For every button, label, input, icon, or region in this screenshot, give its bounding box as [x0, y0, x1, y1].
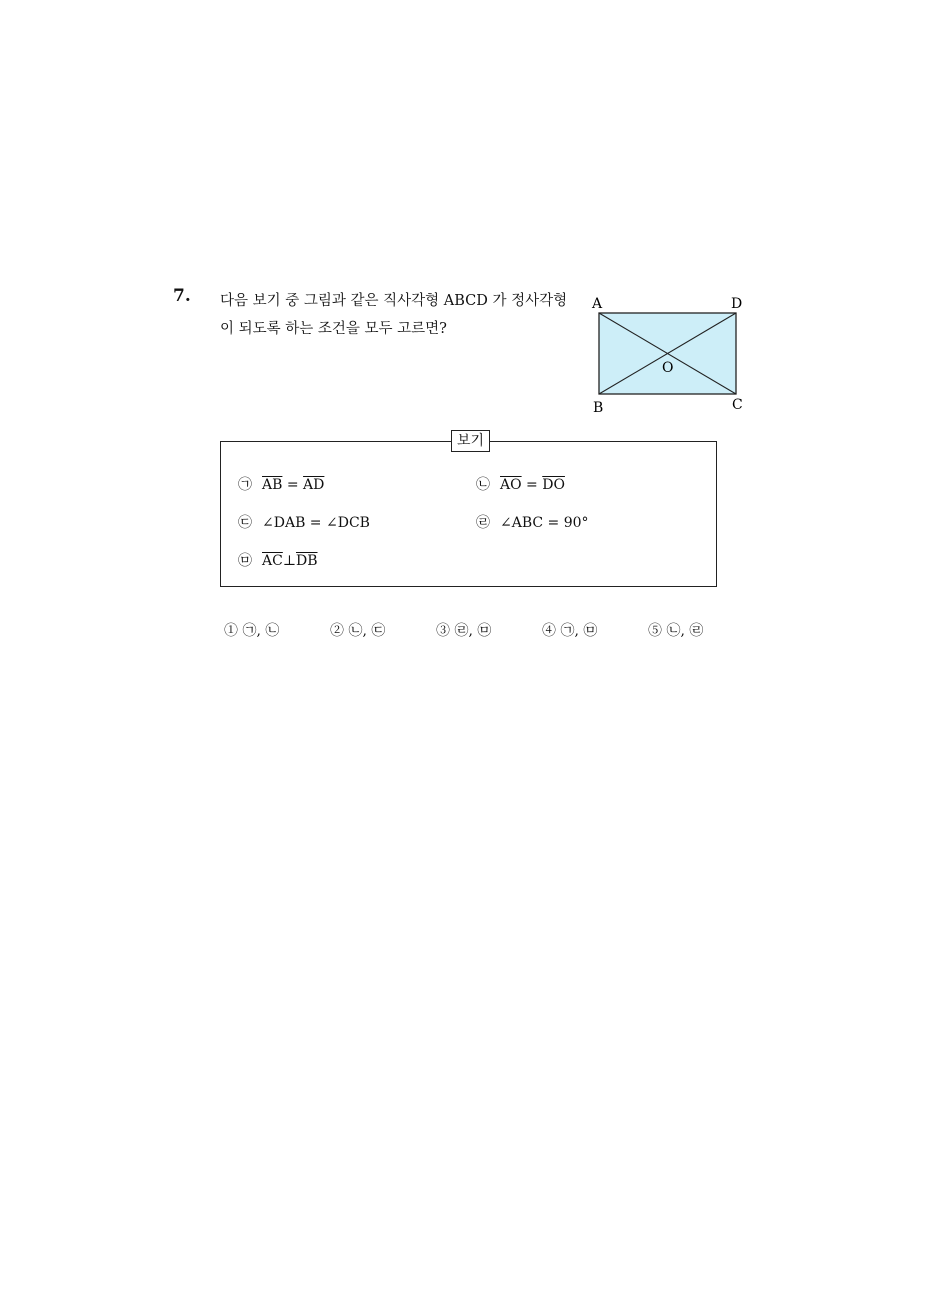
segment-label: $\overline{AD}$ — [303, 477, 325, 493]
segment-label: $\overline{DO}$ — [542, 477, 565, 493]
choice-4[interactable]: ④ ㉠, ㉤ — [542, 623, 598, 639]
choice-3[interactable]: ③ ㉣, ㉤ — [436, 623, 492, 639]
rectangle-figure — [586, 293, 756, 423]
item-marker: ㉤ — [238, 553, 252, 569]
choice-2[interactable]: ② ㉡, ㉢ — [330, 623, 386, 639]
bogi-item-3 — [238, 514, 370, 532]
vertex-label-d: D — [731, 296, 743, 312]
operator: = — [282, 477, 304, 493]
question-number: 7. — [173, 286, 191, 306]
vertex-label-a: A — [592, 296, 603, 312]
choice-5[interactable]: ⑤ ㉡, ㉣ — [648, 623, 704, 639]
bogi-box — [220, 433, 717, 587]
choice-1[interactable]: ① ㉠, ㉡ — [224, 623, 280, 639]
item-marker: ㉣ — [476, 515, 490, 531]
bogi-item-1 — [238, 476, 324, 494]
operator: = — [521, 477, 543, 493]
vertex-label-c: C — [732, 397, 743, 413]
bogi-item-4 — [476, 514, 589, 532]
bogi-item-5 — [238, 552, 318, 570]
item-marker: ㉢ — [238, 515, 252, 531]
segment-label: $\overline{DB}$ — [296, 553, 318, 569]
vertex-label-b: B — [593, 400, 604, 416]
item-text: ∠ABC = 90° — [500, 515, 589, 531]
segment-label: $\overline{AC}$ — [262, 553, 283, 569]
question-text: 다음 보기 중 그림과 같은 직사각형 ABCD 가 정사각형이 되도록 하는 조건을 모두 고르면? — [220, 293, 568, 337]
segment-label: $\overline{AB}$ — [262, 477, 283, 493]
segment-label: $\overline{AO}$ — [500, 477, 522, 493]
item-marker: ㉡ — [476, 477, 490, 493]
item-text: ∠DAB = ∠DCB — [262, 515, 370, 531]
bogi-title: 보기 — [451, 430, 490, 452]
center-label-o: O — [662, 360, 674, 376]
bogi-item-2 — [476, 476, 565, 494]
item-marker: ㉠ — [238, 477, 252, 493]
operator: ⊥ — [282, 553, 296, 569]
